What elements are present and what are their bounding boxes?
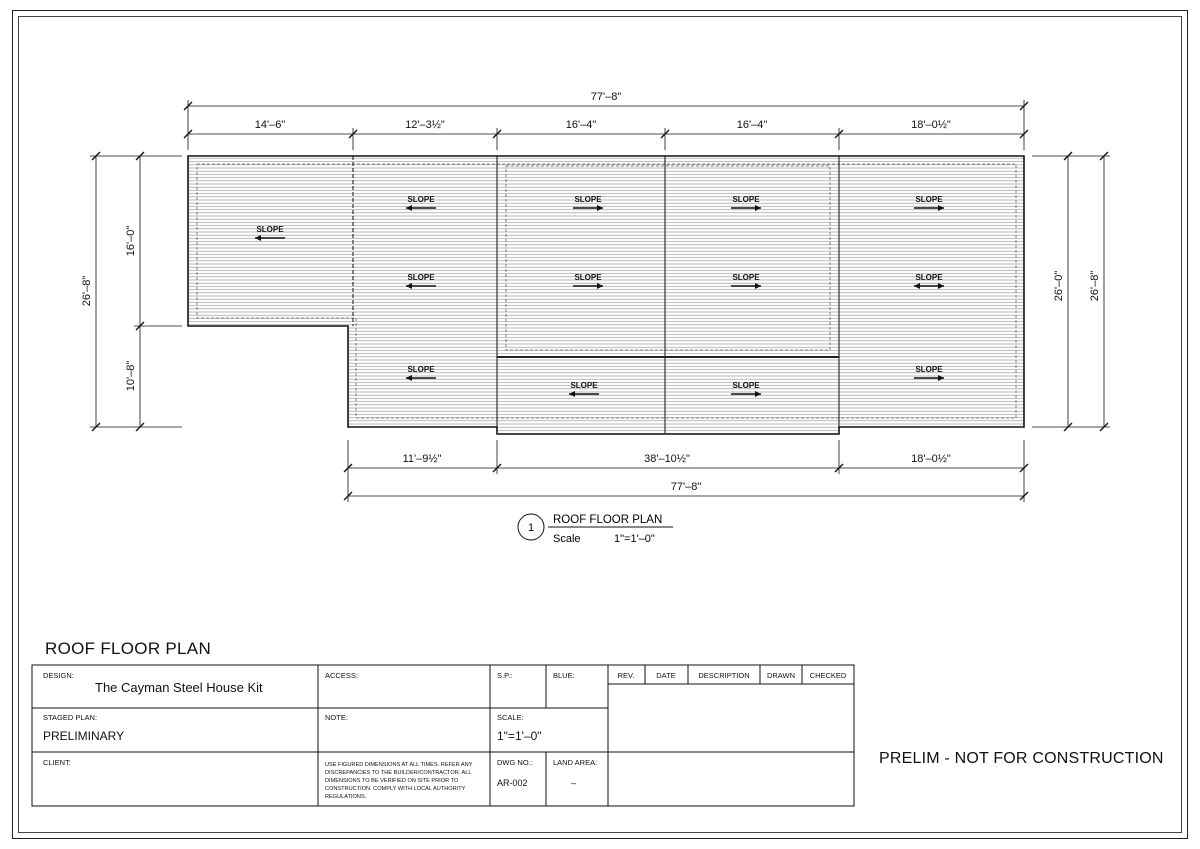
slope-annotation — [914, 365, 944, 381]
slope-annotation — [255, 225, 285, 241]
tb-dwg-value: AR-002 — [497, 778, 528, 788]
dim-top-seg-4: 16'–4" — [736, 119, 768, 131]
slope-label: SLOPE — [732, 273, 760, 282]
dim-bottom-seg-1: 11'–9½" — [402, 453, 442, 465]
dim-bottom-seg-2: 38'–10½" — [644, 453, 690, 465]
dim-right-inner: 26'–0" — [1053, 270, 1065, 302]
caption-scale-value: 1"=1'–0" — [614, 533, 655, 545]
tb-land-label: LAND AREA: — [553, 758, 598, 767]
slope-annotation — [914, 273, 944, 289]
slope-label: SLOPE — [915, 365, 943, 374]
caption-title: ROOF FLOOR PLAN — [553, 514, 663, 526]
tb-access-label: ACCESS: — [325, 671, 358, 680]
dim-left-upper: 16'–0" — [125, 225, 137, 257]
tb-date-header: DATE — [656, 671, 676, 680]
slope-label: SLOPE — [915, 195, 943, 204]
dim-bottom-seg-3: 18'–0½" — [911, 453, 951, 465]
slope-label: SLOPE — [574, 273, 602, 282]
slope-label: SLOPE — [570, 381, 598, 390]
tb-sp-label: S.P.: — [497, 671, 513, 680]
top-dimension-lines — [188, 100, 1024, 150]
right-dimension-ticks — [1064, 152, 1108, 431]
slope-annotation — [731, 195, 761, 211]
top-dimension-ticks — [184, 102, 1028, 138]
tb-note-line-3: DIMENSIONS TO BE VERIFIED ON SITE PRIOR TO — [325, 778, 459, 784]
dim-top-seg-3: 16'–4" — [565, 119, 597, 131]
dim-overall-top: 77'–8" — [590, 91, 622, 103]
dim-top-seg-5: 18'–0½" — [911, 119, 951, 131]
slope-annotation — [731, 273, 761, 289]
slope-label: SLOPE — [732, 381, 760, 390]
tb-note-label: NOTE: — [325, 713, 348, 722]
caption-scale-label: Scale — [553, 533, 581, 545]
slope-label: SLOPE — [574, 195, 602, 204]
roof-outline — [188, 156, 1024, 434]
tb-drawn-header: DRAWN — [766, 671, 796, 680]
tb-rev-header: REV. — [617, 671, 635, 680]
slope-label: SLOPE — [915, 273, 943, 282]
dim-top-seg-1: 14'–6" — [254, 119, 286, 131]
tb-scale-value: 1"=1'–0" — [497, 729, 542, 743]
tb-blue-label: BLUE: — [553, 671, 575, 680]
tb-design-value: The Cayman Steel House Kit — [95, 680, 263, 695]
tb-land-value: – — [571, 778, 577, 788]
slope-label: SLOPE — [256, 225, 284, 234]
slope-annotation — [914, 195, 944, 211]
caption-number: 1 — [527, 522, 535, 534]
tb-note-line-4: CONSTRUCTION. COMPLY WITH LOCAL AUTHORITY — [325, 786, 466, 792]
slope-label: SLOPE — [407, 195, 435, 204]
tb-note-line-5: REGULATIONS. — [325, 794, 367, 800]
slope-label: SLOPE — [407, 365, 435, 374]
slope-annotation — [731, 381, 761, 397]
tb-description-header: DESCRIPTION — [698, 671, 750, 680]
slope-label: SLOPE — [732, 195, 760, 204]
tb-checked-header: CHECKED — [809, 671, 847, 680]
sheet-title: ROOF FLOOR PLAN — [45, 639, 212, 658]
dim-left-lower: 10'–8" — [125, 360, 137, 392]
tb-note-line-2: DISCREPANCIES TO THE BUILDER/CONTRACTOR. ALL — [325, 770, 472, 776]
tb-dwg-label: DWG NO.: — [497, 758, 533, 767]
tb-staged-label: STAGED PLAN: — [43, 713, 98, 722]
slope-annotation — [406, 273, 436, 289]
slope-annotation — [573, 195, 603, 211]
dim-top-seg-2: 12'–3½" — [405, 119, 445, 131]
slope-annotation — [406, 365, 436, 381]
dim-left-overall: 26'–8" — [81, 275, 93, 307]
tb-note-line-1: USE FIGURED DIMENSIONS AT ALL TIMES. REFER ANY — [325, 762, 473, 768]
slope-annotation — [573, 273, 603, 289]
tb-scale-label: SCALE: — [497, 713, 524, 722]
prelim-stamp: PRELIM - NOT FOR CONSTRUCTION — [879, 750, 1164, 767]
tb-staged-value: PRELIMINARY — [43, 729, 125, 743]
tb-design-label: DESIGN: — [43, 671, 74, 680]
dim-overall-bottom: 77'–8" — [670, 481, 702, 493]
slope-annotation — [569, 381, 599, 397]
slope-annotation — [406, 195, 436, 211]
dim-right-outer: 26'–8" — [1089, 270, 1101, 302]
slope-label: SLOPE — [407, 273, 435, 282]
tb-client-label: CLIENT: — [43, 758, 71, 767]
